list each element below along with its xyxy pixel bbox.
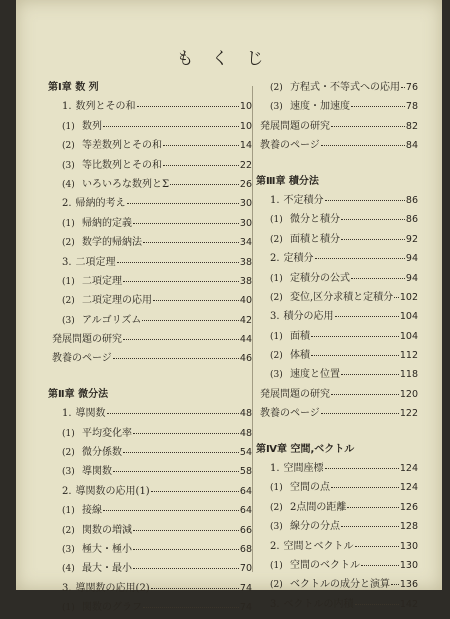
- entry-page-number: 130: [399, 540, 418, 552]
- toc-entry: [256, 307, 418, 326]
- entry-title: 空間とベクトル: [283, 540, 354, 552]
- entry-page-number: 14: [239, 140, 252, 152]
- entry-number: (3): [270, 102, 283, 113]
- dot-leader: [401, 77, 405, 88]
- entry-page-number: 86: [405, 214, 418, 226]
- entry-title: 面積: [290, 330, 310, 342]
- entry-title: 数列とその和: [75, 101, 136, 113]
- entry-number: (3): [62, 160, 75, 171]
- entry-title: 二項定理の応用: [82, 295, 152, 307]
- toc-column-left: [48, 78, 252, 618]
- entry-number: (3): [62, 315, 75, 326]
- entry-page-number: 38: [239, 275, 252, 287]
- entry-page-number: 142: [399, 598, 418, 610]
- entry-title: 平均変化率: [82, 427, 132, 439]
- toc-entry: [256, 269, 418, 288]
- toc-entry: [48, 156, 252, 175]
- entry-title: 積分の応用: [283, 311, 334, 323]
- entry-title: 2点間の距離: [290, 501, 347, 513]
- entry-page-number: 30: [239, 217, 252, 229]
- entry-number: (1): [62, 603, 75, 614]
- toc-entry: [256, 97, 418, 116]
- entry-number: 1.: [62, 408, 72, 420]
- dot-leader: [133, 558, 239, 569]
- toc-entry: [48, 579, 252, 598]
- entry-page-number: 112: [399, 350, 418, 362]
- entry-title: 教養のページ: [260, 140, 320, 152]
- dot-leader: [331, 384, 399, 395]
- entry-title: 帰納的定義: [82, 217, 132, 229]
- entry-title: 空間座標: [283, 463, 324, 475]
- entry-title: 接線: [82, 505, 102, 517]
- entry-number: (1): [62, 218, 75, 229]
- toc-column-right: [256, 78, 418, 614]
- dot-leader: [123, 442, 239, 453]
- dot-leader: [103, 500, 239, 511]
- dot-leader: [315, 248, 405, 259]
- entry-title: 導関数の応用(1): [75, 485, 150, 497]
- toc-entry: [256, 575, 418, 594]
- entry-title: 不定積分: [283, 194, 324, 206]
- dot-leader: [335, 306, 399, 317]
- entry-page-number: 26: [239, 178, 252, 190]
- entry-number: 3.: [62, 256, 72, 268]
- entry-page-number: 130: [399, 559, 418, 571]
- dot-leader: [341, 209, 405, 220]
- entry-title: 速度・加速度: [290, 101, 350, 113]
- entry-title: 最大・最小: [82, 563, 132, 575]
- toc-entry: [48, 404, 252, 423]
- dot-leader: [341, 229, 405, 240]
- entry-title: ベクトルの成分と演算: [290, 579, 390, 591]
- entry-page-number: 46: [239, 353, 252, 365]
- dot-leader: [361, 555, 399, 566]
- toc-entry: [48, 253, 252, 272]
- entry-number: (1): [270, 483, 283, 494]
- dot-leader: [123, 271, 239, 282]
- dot-leader: [133, 520, 239, 531]
- toc-entry: [256, 117, 418, 136]
- dot-leader: [103, 116, 239, 127]
- dot-leader: [325, 190, 405, 201]
- entry-number: (1): [270, 273, 283, 284]
- entry-number: (3): [270, 522, 283, 533]
- entry-page-number: 22: [239, 159, 252, 171]
- entry-number: 2.: [62, 485, 72, 497]
- entry-page-number: 118: [399, 369, 418, 381]
- toc-entry: [256, 346, 418, 365]
- entry-page-number: 70: [239, 563, 252, 575]
- dot-leader: [321, 403, 399, 414]
- entry-number: (1): [270, 331, 283, 342]
- entry-page-number: 58: [239, 466, 252, 478]
- toc-entry: [256, 288, 418, 307]
- toc-entry: [256, 537, 418, 556]
- entry-number: 1.: [270, 194, 280, 206]
- entry-title: 発展問題の研究: [260, 388, 330, 400]
- chapter-title: 第Ⅰ章 数 列: [48, 82, 99, 93]
- page-title: もくじ: [176, 49, 282, 69]
- entry-page-number: 54: [239, 447, 252, 459]
- entry-number: 3.: [270, 598, 280, 610]
- dot-leader: [321, 135, 405, 146]
- entry-title: 二項定理: [75, 256, 116, 268]
- toc-entry: [48, 462, 252, 481]
- toc-chapter-heading: [256, 172, 418, 191]
- entry-page-number: 30: [239, 198, 252, 210]
- entry-number: (1): [62, 276, 75, 287]
- entry-page-number: 104: [399, 330, 418, 342]
- entry-page-number: 122: [399, 408, 418, 420]
- toc-entry: [256, 210, 418, 229]
- entry-number: (1): [62, 428, 75, 439]
- dot-leader: [394, 287, 399, 298]
- entry-page-number: 66: [239, 524, 252, 536]
- entry-page-number: 38: [239, 256, 252, 268]
- entry-title: 発展問題の研究: [52, 334, 122, 346]
- entry-number: (3): [270, 370, 283, 381]
- dot-leader: [347, 497, 398, 508]
- entry-title: 等比数列とその和: [82, 159, 162, 171]
- toc-entry: [256, 404, 418, 423]
- toc-entry: [256, 478, 418, 497]
- entry-page-number: 44: [239, 334, 252, 346]
- toc-chapter-heading: [48, 385, 252, 404]
- toc-entry: [256, 191, 418, 210]
- toc-entry: [48, 330, 252, 349]
- entry-page-number: 64: [239, 485, 252, 497]
- dot-leader: [351, 96, 405, 107]
- entry-number: (1): [62, 506, 75, 517]
- toc-entry: [48, 482, 252, 501]
- toc-entry: [256, 78, 418, 97]
- entry-page-number: 126: [399, 501, 418, 513]
- entry-page-number: 78: [405, 101, 418, 113]
- toc-entry: [256, 595, 418, 614]
- dot-leader: [341, 516, 399, 527]
- dot-leader: [311, 345, 399, 356]
- toc-entry: [48, 272, 252, 291]
- entry-page-number: 102: [399, 291, 418, 303]
- dot-leader: [151, 578, 239, 589]
- entry-title: 数学的帰納法: [82, 237, 142, 249]
- chapter-title: 第Ⅳ章 空間,ベクトル: [256, 443, 355, 455]
- entry-title: 線分の分点: [290, 521, 340, 533]
- dot-leader: [113, 348, 239, 359]
- toc-entry: [256, 365, 418, 384]
- entry-number: (2): [270, 351, 283, 362]
- entry-page-number: 104: [399, 311, 418, 323]
- toc-entry: [256, 517, 418, 536]
- entry-title: 帰納的考え: [75, 198, 126, 210]
- dot-leader: [163, 155, 239, 166]
- entry-page-number: 86: [405, 194, 418, 206]
- dot-leader: [137, 96, 239, 107]
- entry-number: (1): [62, 121, 75, 132]
- entry-title: 速度と位置: [290, 369, 340, 381]
- toc-entry: [48, 214, 252, 233]
- toc-entry: [256, 459, 418, 478]
- entry-title: ベクトルの内積: [283, 598, 354, 610]
- entry-number: (2): [62, 448, 75, 459]
- entry-page-number: 124: [399, 463, 418, 475]
- entry-number: (2): [270, 83, 283, 93]
- toc-entry: [256, 556, 418, 575]
- entry-page-number: 42: [239, 314, 252, 326]
- toc-entry: [48, 311, 252, 330]
- dot-leader: [117, 252, 239, 263]
- entry-page-number: 76: [405, 82, 418, 93]
- dot-leader: [331, 477, 399, 488]
- entry-page-number: 10: [239, 120, 252, 132]
- entry-page-number: 124: [399, 482, 418, 494]
- dot-leader: [391, 574, 399, 585]
- toc-entry: [48, 97, 252, 116]
- entry-page-number: 10: [239, 101, 252, 113]
- entry-number: (3): [62, 544, 75, 555]
- entry-page-number: 64: [239, 505, 252, 517]
- toc-entry: [256, 230, 418, 249]
- entry-page-number: 136: [399, 579, 418, 591]
- chapter-title: 第Ⅱ章 微分法: [48, 388, 109, 400]
- entry-title: 定積分の公式: [290, 272, 350, 284]
- entry-number: 2.: [270, 540, 280, 552]
- toc-entry: [256, 249, 418, 268]
- entry-number: (1): [270, 560, 283, 571]
- dot-leader: [113, 461, 239, 472]
- toc-entry: [48, 424, 252, 443]
- toc-entry: [48, 233, 252, 252]
- dot-leader: [351, 268, 405, 279]
- toc-entry: [48, 501, 252, 520]
- dot-leader: [170, 174, 239, 185]
- entry-title: 発展問題の研究: [260, 120, 330, 132]
- entry-title: アルゴリズム: [82, 314, 142, 326]
- entry-title: 変位,区分求積と定積分: [290, 291, 394, 303]
- book-page: [16, 0, 442, 614]
- entry-title: 微分と積分: [290, 214, 340, 226]
- entry-page-number: 92: [405, 233, 418, 245]
- dot-leader: [341, 364, 399, 375]
- entry-number: 3.: [62, 582, 72, 594]
- entry-number: (3): [62, 467, 75, 478]
- dot-leader: [355, 536, 399, 547]
- dot-leader: [142, 310, 239, 321]
- entry-number: (4): [62, 564, 75, 575]
- toc-entry: [48, 117, 252, 136]
- entry-number: (4): [62, 179, 75, 190]
- dot-leader: [355, 594, 399, 605]
- entry-title: 二項定理: [82, 275, 122, 287]
- toc-entry: [256, 136, 418, 155]
- dot-leader: [153, 290, 239, 301]
- dot-leader: [133, 423, 239, 434]
- entry-number: (2): [62, 238, 75, 249]
- toc-entry: [256, 327, 418, 346]
- dot-leader: [107, 403, 239, 414]
- entry-title: 教養のページ: [52, 353, 112, 365]
- entry-number: (1): [270, 215, 283, 226]
- entry-page-number: 48: [239, 427, 252, 439]
- entry-page-number: 34: [239, 237, 252, 249]
- entry-number: (2): [270, 292, 283, 303]
- entry-title: 方程式・不等式への応用: [290, 82, 400, 93]
- dot-leader: [143, 232, 239, 243]
- toc-entry: [48, 291, 252, 310]
- toc-entry: [48, 559, 252, 578]
- entry-title: 空間の点: [290, 482, 330, 494]
- entry-title: 導関数の応用(2): [75, 582, 150, 594]
- toc-entry: [48, 349, 252, 368]
- toc-entry: [256, 498, 418, 517]
- entry-number: (2): [270, 580, 283, 591]
- dot-leader: [133, 539, 239, 550]
- entry-title: 関数の増減: [82, 524, 132, 536]
- entry-number: (2): [270, 502, 283, 513]
- entry-page-number: 48: [239, 408, 252, 420]
- entry-number: 3.: [270, 311, 280, 323]
- entry-number: (2): [62, 296, 75, 307]
- toc-entry: [48, 521, 252, 540]
- dot-leader: [163, 135, 239, 146]
- entry-page-number: 74: [239, 602, 252, 614]
- dot-leader: [133, 213, 239, 224]
- toc-entry: [48, 598, 252, 617]
- entry-title: 導関数: [75, 408, 106, 420]
- toc-entry: [48, 136, 252, 155]
- entry-number: (2): [62, 525, 75, 536]
- entry-title: 極大・極小: [82, 543, 132, 555]
- dot-leader: [331, 116, 405, 127]
- entry-page-number: 128: [399, 521, 418, 533]
- toc-entry: [256, 385, 418, 404]
- toc-chapter-heading: [256, 440, 418, 459]
- entry-number: 2.: [62, 198, 72, 210]
- entry-page-number: 74: [239, 582, 252, 594]
- entry-page-number: 82: [405, 120, 418, 132]
- entry-page-number: 120: [399, 388, 418, 400]
- toc-entry: [48, 194, 252, 213]
- dot-leader: [311, 326, 399, 337]
- dot-leader: [325, 458, 399, 469]
- entry-title: 空間のベクトル: [290, 559, 360, 571]
- column-divider: [252, 86, 253, 572]
- entry-title: 関数のグラフ: [82, 602, 142, 614]
- entry-page-number: 94: [405, 272, 418, 284]
- entry-page-number: 40: [239, 295, 252, 307]
- entry-title: 数列: [82, 120, 102, 132]
- dot-leader: [151, 481, 239, 492]
- entry-page-number: 84: [405, 140, 418, 152]
- entry-title: いろいろな数列とΣ: [82, 178, 170, 190]
- entry-title: 教養のページ: [260, 408, 320, 420]
- entry-number: (2): [270, 234, 283, 245]
- entry-title: 等差数列とその和: [82, 140, 162, 152]
- entry-number: 2.: [270, 253, 280, 265]
- entry-page-number: 94: [405, 253, 418, 265]
- entry-title: 導関数: [82, 466, 112, 478]
- toc-chapter-heading: [48, 78, 252, 97]
- entry-title: 面積と積分: [290, 233, 340, 245]
- entry-title: 体積: [290, 350, 310, 362]
- entry-number: (2): [62, 141, 75, 152]
- toc-entry: [48, 540, 252, 559]
- entry-title: 微分係数: [82, 447, 122, 459]
- dot-leader: [143, 597, 239, 608]
- entry-number: 1.: [62, 101, 72, 113]
- dot-leader: [123, 329, 239, 340]
- entry-title: 定積分: [283, 253, 314, 265]
- dot-leader: [127, 193, 239, 204]
- toc-entry: [48, 175, 252, 194]
- chapter-title: 第Ⅲ章 積分法: [256, 175, 319, 187]
- toc-entry: [48, 443, 252, 462]
- entry-page-number: 68: [239, 543, 252, 555]
- entry-number: 1.: [270, 463, 280, 475]
